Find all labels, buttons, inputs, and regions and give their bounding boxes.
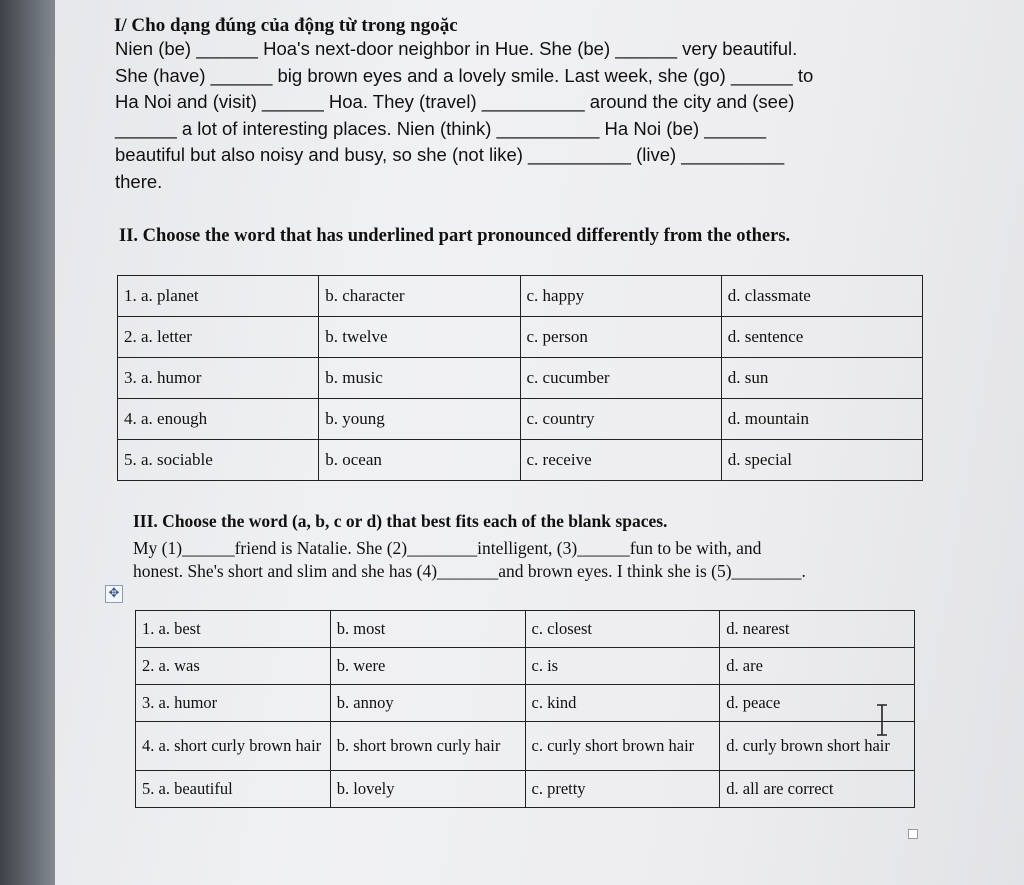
table-cell[interactable]: d. nearest [720,611,915,648]
table-cell[interactable]: b. ocean [319,440,520,481]
table-cell[interactable]: c. pretty [525,771,720,808]
table-cell[interactable]: d. peace [720,685,915,722]
table-row [136,722,915,771]
resize-square-icon[interactable] [908,829,918,839]
table-row [118,276,923,317]
section1-line: ______ a lot of interesting places. Nien (think) __________ Ha Noi (be) ______ [115,117,767,139]
table-cell[interactable]: 1. a. best [136,611,331,648]
document-page[interactable] [55,0,1024,885]
table-cell[interactable]: d. sun [721,358,922,399]
table-cell[interactable]: c. closest [525,611,720,648]
section2-heading: II. Choose the word that has underlined part pronounced differently from the others. [119,226,791,246]
table-cell[interactable]: b. character [319,276,520,317]
move-cross-icon[interactable]: ✥ [105,585,123,603]
table-cell[interactable]: b. music [319,358,520,399]
section3-line: honest. She's short and slim and she has (4)_______and brown eyes. I think she is (5)________. [133,561,806,581]
table-cell[interactable]: d. mountain [721,399,922,440]
table-cell[interactable]: b. annoy [330,685,525,722]
table-cell[interactable]: b. were [330,648,525,685]
table-cell[interactable]: d. are [720,648,915,685]
table-cell[interactable]: 3. a. humor [118,358,319,399]
table-cell[interactable]: c. cucumber [520,358,721,399]
table-cell[interactable]: 4. a. enough [118,399,319,440]
section3-heading: III. Choose the word (a, b, c or d) that best fits each of the blank spaces. [133,511,668,531]
section1-line: Nien (be) ______ Hoa's next-door neighbor in Hue. She (be) ______ very beautiful. [115,38,798,59]
table-cell[interactable]: b. twelve [319,317,520,358]
table-cell[interactable]: c. happy [520,276,721,317]
word-choice-table[interactable] [135,610,915,808]
table-row [118,440,923,481]
table-row [136,771,915,808]
table-row [136,611,915,648]
monitor-bezel [0,0,60,885]
table-cell[interactable]: b. lovely [330,771,525,808]
section1-paragraph [115,36,951,195]
table-cell[interactable]: d. special [721,440,922,481]
table-cell[interactable]: 2. a. was [136,648,331,685]
section1-line: there. [115,170,163,192]
section3-line: My (1)______friend is Natalie. She (2)________intelligent, (3)______fun to be with, and [133,538,762,558]
table-cell[interactable]: d. curly brown short hair [720,722,915,771]
table-cell[interactable]: d. all are correct [720,771,915,808]
section1-heading: I/ Cho dạng đúng của động từ trong ngoặc [114,15,458,36]
table-cell[interactable]: c. kind [525,685,720,722]
table-cell[interactable]: d. sentence [721,317,922,358]
section1-line: She (have) ______ big brown eyes and a lovely smile. Last week, she (go) ______ to [115,64,814,86]
section1-line: beautiful but also noisy and busy, so she (not like) __________ (live) __________ [115,144,785,165]
table-cell[interactable]: 3. a. humor [136,685,331,722]
table-cell[interactable]: b. most [330,611,525,648]
table-cell[interactable]: b. short brown curly hair [330,722,525,771]
table-row [118,399,923,440]
table-cell[interactable]: b. young [319,399,520,440]
table-row [118,358,923,399]
pronunciation-table[interactable] [117,275,923,481]
table-cell[interactable]: 1. a. planet [118,276,319,317]
section1-line: Ha Noi and (visit) ______ Hoa. They (travel) __________ around the city and (see) [115,91,795,112]
text-ibeam-cursor-icon [875,703,889,737]
table-cell[interactable]: c. curly short brown hair [525,722,720,771]
table-cell[interactable]: 5. a. beautiful [136,771,331,808]
table-cell[interactable]: 2. a. letter [118,317,319,358]
table-cell[interactable]: 5. a. sociable [118,440,319,481]
table-cell[interactable]: c. is [525,648,720,685]
table-row [118,317,923,358]
table-cell[interactable]: 4. a. short curly brown hair [136,722,331,771]
table-cell[interactable]: d. classmate [721,276,922,317]
table-cell[interactable]: c. receive [520,440,721,481]
table-cell[interactable]: c. person [520,317,721,358]
table-row [136,648,915,685]
section3-paragraph [133,537,929,583]
table-cell[interactable]: c. country [520,399,721,440]
table-row [136,685,915,722]
